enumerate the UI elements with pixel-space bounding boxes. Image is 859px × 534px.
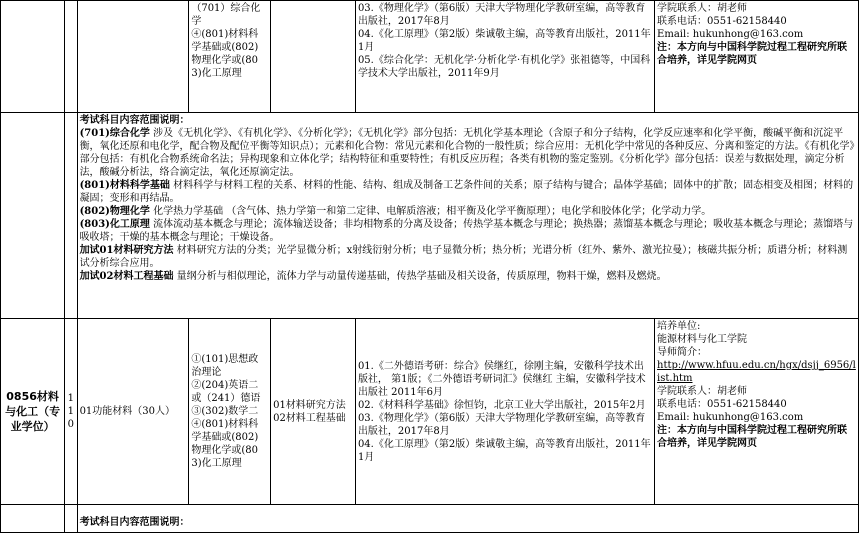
scope-description-cell — [77, 113, 858, 319]
contact-cell — [655, 319, 859, 505]
extra-exam-cell-empty — [271, 1, 356, 113]
scope-text: 量纲分析与相似理论，流体力学与动量传递基础，传热学基础及相关设备，传质原理，物料干燥，燃料及燃烧。 — [173, 271, 667, 282]
table-row — [1, 319, 859, 505]
exam-subject: ①(101)思想政治理论 — [191, 354, 259, 378]
contact-person: 学院联系人：胡老师 — [657, 3, 748, 14]
scope-text: 化学热力学基础 （含气体、热力学第一和第二定律、电解质溶液；相平衡及化学平衡原理）；电化学和胶体化学；化学动力学。 — [149, 206, 712, 217]
supervisor-link[interactable]: http://www.hfuu.edu.cn/hgx/dsjj_6956/list.htm — [657, 360, 856, 384]
scope-item — [80, 205, 856, 218]
scope-text: 流体流动基本概念与理论；流体输送设备；非均相物系的分离及设备；传热学基本概念与理论；换热器；蒸馏基本概念与理论；吸收基本概念与理论；蒸馏塔与吸收塔；干燥的基本概念与理论；干燥设备。 — [79, 219, 854, 243]
scope-label: 加试01材料研究方法 — [79, 245, 174, 256]
contact-phone: 联系电话：0551-62158440 — [657, 399, 787, 410]
quota-cell — [65, 319, 77, 505]
reference-item: 03.《物理化学》（第6版）天津大学物理化学教研室编，高等教育出版社，2017年8月 — [357, 3, 646, 27]
scope-heading: 考试科目内容范围说明： — [79, 517, 190, 528]
scope-item — [80, 179, 856, 205]
scope-empty-cell — [1, 505, 65, 533]
reference-item: 04.《化工原理》（第2版）柴诚敬主编，高等教育出版社，2011年1月 — [357, 29, 651, 53]
scope-label: (803)化工原理 — [79, 219, 150, 230]
major-name: 0856材料与化工（专业学位） — [5, 390, 61, 433]
scope-label: (802)物理化学 — [79, 206, 150, 217]
major-cell — [1, 319, 65, 505]
exam-subjects-cell — [189, 319, 271, 505]
table-row — [1, 1, 859, 113]
enrollment-quota: 110 — [67, 393, 75, 430]
school-name: 能源材料与化工学院 — [657, 334, 748, 345]
direction-cell — [77, 319, 189, 505]
joint-training-note: 注：本方向与中国科学院过程工程研究所联合培养，详见学院网页 — [657, 425, 848, 449]
reference-item: 01.《二外德语考研：综合》侯继红，徐刚主编，安徽科学技术出版社， 第1版；《二外德语考研词汇》侯继红 主编，安徽科学技术出版社 2011年6月 — [357, 360, 646, 398]
scope-empty-cell — [65, 113, 77, 319]
exam-subject: ④(801)材料科学基础或(802)物理化学或(803)化工原理 — [191, 29, 259, 79]
table-row — [1, 505, 859, 533]
scope-empty-cell — [1, 113, 65, 319]
direction-cell-empty — [77, 1, 189, 113]
contact-email: Email: hukunhong@163.com — [657, 29, 804, 40]
scope-item — [80, 270, 856, 283]
exam-subject: ③(302)数学二 — [191, 406, 259, 417]
references-cell — [355, 319, 654, 505]
contact-cell — [655, 1, 859, 113]
extra-exam: 02材料工程基础 — [273, 412, 346, 424]
exam-subject: （701）综合化学 — [191, 3, 261, 27]
scope-label: 加试02材料工程基础 — [79, 271, 174, 282]
scope-description-cell — [77, 505, 858, 533]
reference-item: 03.《物理化学》（第6版）天津大学物理化学教研室编，高等教育出版社，2017年8月 — [357, 412, 646, 437]
reference-item: 02.《材料科学基础》徐恒钧，北京工业大学出版社，2015年2月 — [357, 399, 646, 411]
exam-subject: ②(204)英语二或（241）德语 — [191, 380, 261, 404]
contact-email: Email: hukunhong@163.com — [657, 412, 804, 423]
scope-item — [80, 218, 856, 244]
exam-subjects-cell — [189, 1, 271, 113]
contact-person: 学院联系人：胡老师 — [657, 386, 748, 397]
reference-item: 05.《综合化学：无机化学·分析化学·有机化学》张祖德等，中国科学技术大学出版社，2011年9月 — [357, 55, 651, 79]
references-cell — [355, 1, 654, 113]
scope-text: 材料科学与材料工程的关系、材料的性能、结构、组成及制备工艺条件间的关系；原子结构与键合；晶体学基础；固体中的扩散；固态相变及相图；材料的凝固；变形和再结晶。 — [79, 180, 854, 204]
contact-phone: 联系电话：0551-62158440 — [657, 16, 787, 27]
research-direction: 01功能材料（30人） — [79, 406, 176, 417]
scope-label: (701)综合化学 — [79, 128, 150, 139]
scope-text: 材料研究方法的分类；光学显微分析；x射线衍射分析；电子显微分析；热分析；光谱分析（红外、紫外、激光拉曼）；核磁共振分析；质谱分析；材料测试分析综合应用。 — [79, 245, 848, 269]
reference-item: 04.《化工原理》（第2版）柴诚敬主编，高等教育出版社，2011年1月 — [357, 438, 651, 463]
major-cell-empty — [1, 1, 65, 113]
scope-item — [80, 127, 856, 179]
scope-empty-cell — [65, 505, 77, 533]
scope-heading: 考试科目内容范围说明： — [79, 115, 190, 126]
quota-cell-empty — [65, 1, 77, 113]
supervisor-label: 导师简介： — [657, 347, 708, 358]
scope-text: 涉及《无机化学》、《有机化学》、《分析化学》；《无机化学》部分包括：无机化学基本理论（含原子和分子结构，化学反应速率和化学平衡，酸碱平衡和沉淀平衡，氧化还原和电化学，配合物及配位平衡等知识点）；元素和化合物：常见元素和化合物的一般性质；综合应用：无机化学中常见的各种反应、分离和鉴定的方法。《有机化学》部分包括：有机化合物系统命名法；异构现象和立体化学；结构特征和重要特性；有机反应历程；各类有机物的鉴定鉴别。《分析化学》部分包括：误差与数据处理，滴定分析法，酸碱分析法，络合滴定法，氧化还原滴定法。 — [79, 128, 855, 178]
scope-label: (801)材料科学基础 — [79, 180, 170, 191]
extra-exam: 01材料研究方法 — [273, 399, 346, 411]
scope-item — [80, 244, 856, 270]
exam-subject: ④(801)材料科学基础或(802)物理化学或(803)化工原理 — [191, 419, 259, 469]
table-row — [1, 113, 859, 319]
joint-training-note: 注：本方向与中国科学院过程工程研究所联合培养，详见学院网页 — [657, 42, 848, 66]
school-label: 培养单位: — [657, 321, 701, 332]
extra-exam-cell — [271, 319, 356, 505]
